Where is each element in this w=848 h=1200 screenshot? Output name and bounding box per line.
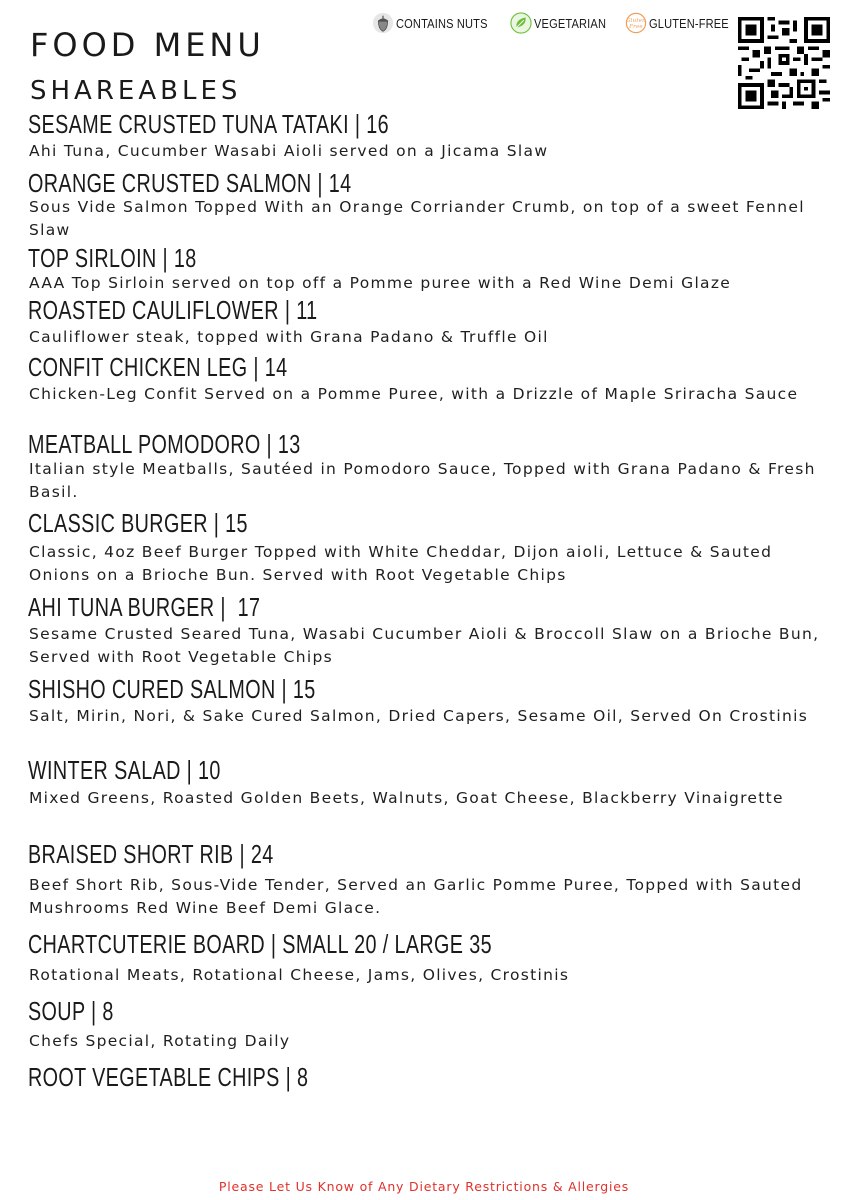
dish-name: WINTER SALAD | 10 <box>28 755 221 785</box>
legend-contains-nuts <box>372 12 504 34</box>
dish-description: Cauliflower steak, topped with Grana Padano & Truffle Oil <box>29 328 549 346</box>
dish-description: Ahi Tuna, Cucumber Wasabi Aioli served on a Jicama Slaw <box>29 142 549 160</box>
dish-description: Sous Vide Salmon Topped With an Orange Corriander Crumb, on top of a sweet Fennel Slaw <box>29 198 805 239</box>
dish-description: Classic, 4oz Beef Burger Topped with White Cheddar, Dijon aioli, Lettuce & Sauted Onions on a Brioche Bun. Served with Root Vegetable Chips <box>29 543 773 584</box>
legend-gluten-free <box>625 12 743 34</box>
dish-name: SHISHO CURED SALMON | 15 <box>28 674 316 704</box>
dish-description: AAA Top Sirloin served on top off a Pomme puree with a Red Wine Demi Glaze <box>29 274 732 292</box>
svg-text:Free: Free <box>628 24 643 31</box>
dish-name: CLASSIC BURGER | 15 <box>28 508 248 538</box>
dish-name: SESAME CRUSTED TUNA TATAKI | 16 <box>28 109 389 139</box>
dish-name: SOUP | 8 <box>28 996 114 1026</box>
dish-name: BRAISED SHORT RIB | 24 <box>28 839 274 869</box>
allergy-notice: Please Let Us Know of Any Dietary Restrictions & Allergies <box>218 1179 630 1194</box>
dish-description: Italian style Meatballs, Sautéed in Pomodoro Sauce, Topped with Grana Padano & Fresh Basil. <box>29 460 816 501</box>
dish-name: MEATBALL POMODORO | 13 <box>28 429 301 459</box>
dish-name: ROOT VEGETABLE CHIPS | 8 <box>28 1062 309 1092</box>
legend-vegetarian <box>510 12 619 34</box>
dish-description: Beef Short Rib, Sous-Vide Tender, Served an Garlic Pomme Puree, Topped with Sauted Mushrooms Red Wine Beef Demi Glace. <box>29 876 803 917</box>
svg-text:Gluten: Gluten <box>625 18 646 25</box>
dish-description: Mixed Greens, Roasted Golden Beets, Walnuts, Goat Cheese, Blackberry Vinaigrette <box>29 789 784 807</box>
dish-description: Salt, Mirin, Nori, & Sake Cured Salmon, Dried Capers, Sesame Oil, Served On Crostinis <box>29 707 809 725</box>
dish-description: Chicken-Leg Confit Served on a Pomme Puree, with a Drizzle of Maple Sriracha Sauce <box>29 385 799 403</box>
legend-gluten-free-label: GLUTEN-FREE <box>648 15 729 31</box>
menu-title: FOOD MENU <box>30 26 265 64</box>
dietary-legend <box>372 8 743 38</box>
legend-vegetarian-label: VEGETARIAN <box>533 15 606 31</box>
dish-name: CONFIT CHICKEN LEG | 14 <box>28 352 288 382</box>
qr-code-icon[interactable] <box>738 17 830 109</box>
gluten-free-icon <box>625 12 647 34</box>
section-title-shareables: SHAREABLES <box>30 76 242 106</box>
dish-description: Sesame Crusted Seared Tuna, Wasabi Cucumber Aioli & Broccoll Slaw on a Brioche Bun, Served with Root Vegetable Chips <box>29 625 820 666</box>
acorn-icon <box>372 12 394 34</box>
leaf-icon <box>510 12 532 34</box>
dish-name: ORANGE CRUSTED SALMON | 14 <box>28 168 352 198</box>
dish-name: TOP SIRLOIN | 18 <box>28 243 197 273</box>
dish-name: AHI TUNA BURGER | 17 <box>28 592 261 622</box>
dish-description: Chefs Special, Rotating Daily <box>29 1032 291 1050</box>
dish-description: Rotational Meats, Rotational Cheese, Jams, Olives, Crostinis <box>29 966 570 984</box>
dish-name: ROASTED CAULIFLOWER | 11 <box>28 295 318 325</box>
legend-contains-nuts-label: CONTAINS NUTS <box>396 15 488 31</box>
dish-name: CHARTCUTERIE BOARD | SMALL 20 / LARGE 35 <box>28 929 492 959</box>
